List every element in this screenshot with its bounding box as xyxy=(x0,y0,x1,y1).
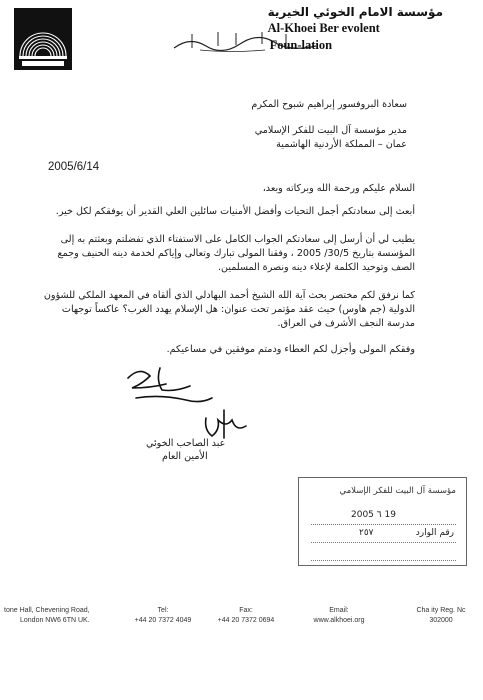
letter-paragraph-3: كما نرفق لكم مختصر بحث آية الله الشيخ أحمد البهادلي الذي ألقاه في المعهد الملكي للشؤون الدولية (جم هاوس) حيث عقد مؤتمر تحت عنوان: هل الإسلام يهدد الغرب؟ عاكساً توجهات مدرسة النجف الأشرف في العراق. xyxy=(43,290,415,329)
footer-tel xyxy=(128,606,198,626)
footer-address-line1: tone Hall, Chevening Road, xyxy=(4,607,90,614)
footer-tel-label: Tel: xyxy=(157,607,169,614)
footer-address xyxy=(4,606,90,626)
recipient-position: مدير مؤسسة آل البيت للفكر الإسلامي xyxy=(254,125,407,136)
stamp-date-value: 2005 ٦ 19 xyxy=(351,510,396,520)
foundation-name-english-2: Foun-lation xyxy=(269,38,333,52)
recipient-block xyxy=(147,98,407,160)
letter-paragraph-1: أبعث إلى سعادتكم أجمل التحيات وأفضل الأمنيات سائلين العلي القدير أن يوفقكم لكل خير. xyxy=(55,206,415,217)
signature-name: عبد الصاحب الخوئي xyxy=(146,438,226,449)
stamp-received-row xyxy=(311,528,456,543)
footer-fax-label: Fax: xyxy=(239,607,253,614)
foundation-name-english-1: Al-Khoei Ber evolent xyxy=(267,21,380,35)
foundation-logo-icon xyxy=(14,8,72,70)
letter-closing: وفقكم المولى وأجزل لكم العطاء ودمتم موفقين في مساعيكم. xyxy=(166,344,415,355)
footer-charity xyxy=(404,606,478,626)
letter-footer xyxy=(0,606,483,636)
stamp-received-value: ٢٥٧ xyxy=(359,528,374,538)
letter-body xyxy=(36,182,415,366)
stamp-received-label: رقم الوارد xyxy=(415,528,454,538)
footer-fax xyxy=(208,606,284,626)
recipient-salutation: سعادة البروفسور إبراهيم شبوح المكرم xyxy=(251,99,407,110)
recipient-location: عمان – المملكة الأردنية الهاشمية xyxy=(276,139,407,150)
letter-paragraph-2: يطيب لي أن أرسل إلى سعادتكم الجواب الكامل على الاستفتاء الذي تفضلتم وبعثتم به إلى المؤسسة بتاريخ 30/5/ 2005 ، وفقنا المولى تبارك وتعالى وإياكم لخدمة دينه الحنيف وجمع الصف وتوحيد الكلمة لإعلاء دينه ونصرة المسلمين. xyxy=(57,234,415,273)
footer-fax-value: +44 20 7372 0694 xyxy=(217,617,275,624)
footer-tel-value: +44 20 7372 4049 xyxy=(134,617,192,624)
received-stamp xyxy=(298,477,467,566)
signature-title: الأمين العام xyxy=(162,451,208,462)
foundation-name-arabic: مؤسسة الامام الخوئي الخيرية xyxy=(267,5,443,19)
letter-date: 2005/6/14 xyxy=(48,161,100,173)
footer-address-line2: London NW6 6TN UK. xyxy=(20,617,90,624)
footer-charity-value: 302000 xyxy=(429,617,453,624)
footer-charity-label: Cha ity Reg. Nc xyxy=(416,607,466,614)
letter-greeting: السلام عليكم ورحمة الله وبركاته وبعد، xyxy=(262,183,415,194)
stamp-title: مؤسسة آل البيت للفكر الإسلامي xyxy=(339,486,456,496)
footer-email[interactable] xyxy=(304,606,374,626)
footer-email-value[interactable]: www.alkhoei.org xyxy=(313,617,365,624)
stamp-date-row xyxy=(311,510,456,525)
foundation-name-block xyxy=(268,4,443,54)
footer-email-label: Email: xyxy=(329,607,349,614)
stamp-blank-row xyxy=(311,546,456,561)
